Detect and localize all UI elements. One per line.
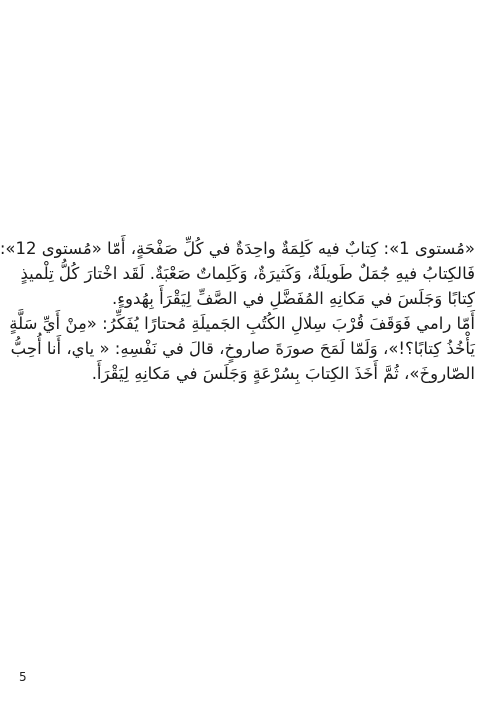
text-line: أَمّا رامي فَوَقَفَ قُرْبَ سِلالِ الكُتُبِ الجَميلَةِ مُحتارًا يُفَكِّرُ: «مِنْ أَيِّ سَلَّةٍ	[9, 314, 475, 333]
text-line: فَالكِتابُ فيهِ جُمَلٌ طَويلَةٌ، وَكَثيرَةٌ، وَكَلِماتٌ صَعْبَةٌ. لَقَد اخْتارَ كُلُّ تِلْميذٍ	[20, 264, 475, 283]
story-text	[0, 236, 475, 386]
page-number: 5	[19, 670, 27, 684]
paragraph-2	[9, 311, 475, 386]
text-line: يَأْخُذُ كِتابًا؟!»، وَلَمّا لَمَحَ صورَةَ صاروخٍ، قالَ في نَفْسِهِ: « ياي، أَنا أُحِبُّ	[10, 339, 475, 358]
paragraph-1	[0, 236, 475, 311]
text-line: الصّاروخَ»، ثُمَّ أَخَذَ الكِتابَ بِسُرْعَةٍ وَجَلَسَ في مَكانِهِ لِيَقْرَأَ.	[91, 364, 475, 383]
text-line: «مُستوى 1»: كِتابٌ فيه كَلِمَةٌ واحِدَةٌ في كُلِّ صَفْحَةٍ، أَمّا «مُستوى 12»:	[0, 239, 475, 258]
text-line: كِتابًا وَجَلَسَ في مَكانِهِ المُفَضَّلِ في الصَّفِّ لِيَقْرَأَ بِهُدوءٍ.	[112, 289, 475, 308]
